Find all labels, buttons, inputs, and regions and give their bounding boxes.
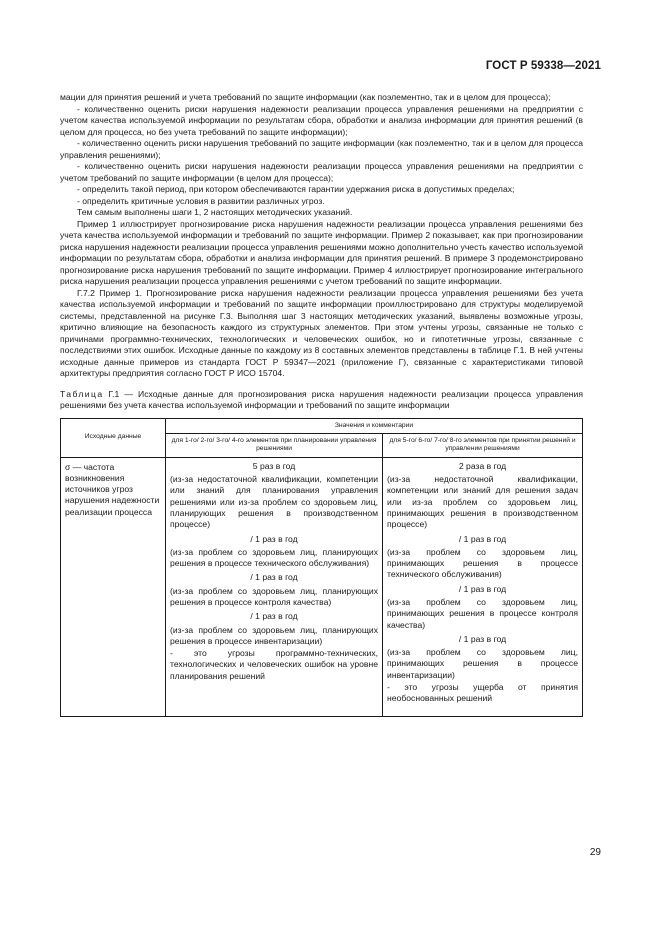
rate-value: / 1 раз в год xyxy=(458,633,507,644)
rate-value: / 1 раз в год xyxy=(250,572,298,583)
rate-reason: (из-за проблем со здоровьем лиц, планирующих решения в процессе контроля качества) xyxy=(170,585,379,607)
threat-note: - это угрозы ущерба от принятия необоснованных решений xyxy=(387,682,578,704)
rate-reason: (из-за проблем со здоровьем лиц, принимающих решения в процессе инвентаризации) xyxy=(387,647,578,680)
table-header-row xyxy=(61,418,583,433)
rate-reason: (из-за недостаточной квалификации, компетенции или знаний для планирования управления решениями или из-за проблем со здоровьем лиц, планирующих решения в производственном процессе) xyxy=(170,474,379,530)
table-caption-text: Г.1 — Исходные данные для прогнозирования риска нарушения надежности реализации процесса управления решениями без учета качества используемой информации и требований по защите информации xyxy=(60,388,583,410)
row-label: σ — частота возникновения источников угроз нарушения надежности реализации процесса xyxy=(61,457,166,716)
table-caption xyxy=(60,389,583,412)
page-number: 29 xyxy=(589,847,601,858)
rate-value: / 1 раз в год xyxy=(458,533,507,544)
rate-reason: (из-за проблем со здоровьем лиц, принимающих решения в процессе технического обслуживания) xyxy=(387,546,578,580)
paragraph: Тем самым выполнены шаги 1, 2 настоящих методических указаний. xyxy=(77,207,353,217)
rate-value: 2 раза в год xyxy=(458,460,507,471)
rate-reason: (из-за недостаточной квалификации, компетенции или знаний для решения задач или из-за проблем со здоровьем лиц, принимающих решения в производственном процессе) xyxy=(387,474,578,530)
column-subheader-decisions: для 5-го/ 6-го/ 7-го/ 8-го элементов при принятии решений и управлении решениями xyxy=(383,433,583,457)
document-number-header: ГОСТ Р 59338—2021 xyxy=(485,60,601,72)
rate-value: 5 раз в год xyxy=(252,460,296,471)
cell-decisions xyxy=(383,457,583,716)
column-subheader-planning: для 1-го/ 2-го/ 3-го/ 4-го элементов при планировании управления решениями xyxy=(166,433,383,457)
table-caption-label: Таблица xyxy=(60,388,104,399)
paragraph-section-g72: Г.7.2 Пример 1. Прогнозирование риска нарушения надежности реализации процесса управления решениями без учета качества используемой информации и требований по защите информации проиллюстрировано для структуры моделируемой системы, представленной на рисунке Г.3. Выполняя шаг 3 настоящих методических указаний, выявлены возможные угрозы, критично влияющие на безопасность каждого из структурных элементов. При этом учтены угрозы, связанные не только с причинами программно-технических, технологических и человеческих ошибок, но и гипотетичные угрозы, связанные с последствиями этих ошибок. Исходные данные по каждому из 8 составных элементов представлены в таблице Г.1. В ней учтены исходные данные примеров из стандарта ГОСТ Р 59347—2021 (приложение Г), связанные с характеристиками типовой архитектуры предприятия согласно ГОСТ Р ИСО 15704. xyxy=(60,287,583,378)
list-item: - количественно оценить риски нарушения требований по защите информации (как поэлементно, так и в целом для процесса управления решениями); xyxy=(60,138,583,160)
data-table xyxy=(60,418,583,717)
column-header-source-data: Исходные данные xyxy=(61,418,166,457)
rate-value: / 1 раз в год xyxy=(250,611,298,622)
list-item: - количественно оценить риски нарушения надежности реализации процесса управления решениями на предприятии с учетом качества используемой информации по результатам сбора, обработки и анализа информации для принятия решений (в целом для процесса, но без учета требований по защите информации); xyxy=(60,103,583,137)
paragraph: Пример 1 иллюстрирует прогнозирование риска нарушения надежности реализации процесса управления решениями без учета качества используемой информации и требований по защите информации. Пример 2 показывает, как при прогнозировании риска нарушения надежности реализации процесса управления решениями можно дополнительно учесть качество используемой информации по результатам сбора, обработки и анализа информации для принятия решений. В примере 3 продемонстрировано прогнозирование риска нарушения требований по защите информации. Пример 4 иллюстрирует прогнозирование интегрального риска нарушения реализации процесса управления решениями с учетом требований по защите информации. xyxy=(60,218,583,286)
document-body xyxy=(60,92,583,717)
rate-reason: (из-за проблем со здоровьем лиц, принимающих решения в процессе контроля качества) xyxy=(387,596,578,630)
list-item: - количественно оценить риски нарушения надежности реализации процесса управления решениями на предприятии с учетом требований по защите информации (в целом для процесса); xyxy=(60,161,583,183)
cell-planning xyxy=(166,457,383,716)
rate-value: / 1 раз в год xyxy=(458,583,507,594)
rate-value: / 1 раз в год xyxy=(250,533,298,544)
rate-reason: (из-за проблем со здоровьем лиц, планирующих решения в процессе инвентаризации) xyxy=(170,624,379,646)
list-item: - определить такой период, при котором обеспечиваются гарантии удержания риска в допустимых пределах; xyxy=(77,184,515,194)
table-row xyxy=(61,457,583,716)
paragraph-continuation: мации для принятия решений и учета требований по защите информации (как поэлементно, так и в целом для процесса); xyxy=(60,92,551,102)
threat-note: - это угрозы программно-технических, технологических и человеческих ошибок на уровне планирования решений xyxy=(170,648,379,681)
list-item: - определить критичные условия в развитии различных угроз. xyxy=(77,195,325,206)
column-header-values: Значения и комментарии xyxy=(166,418,583,433)
rate-reason: (из-за проблем со здоровьем лиц, планирующих решения в процессе технического обслуживания) xyxy=(170,546,379,569)
